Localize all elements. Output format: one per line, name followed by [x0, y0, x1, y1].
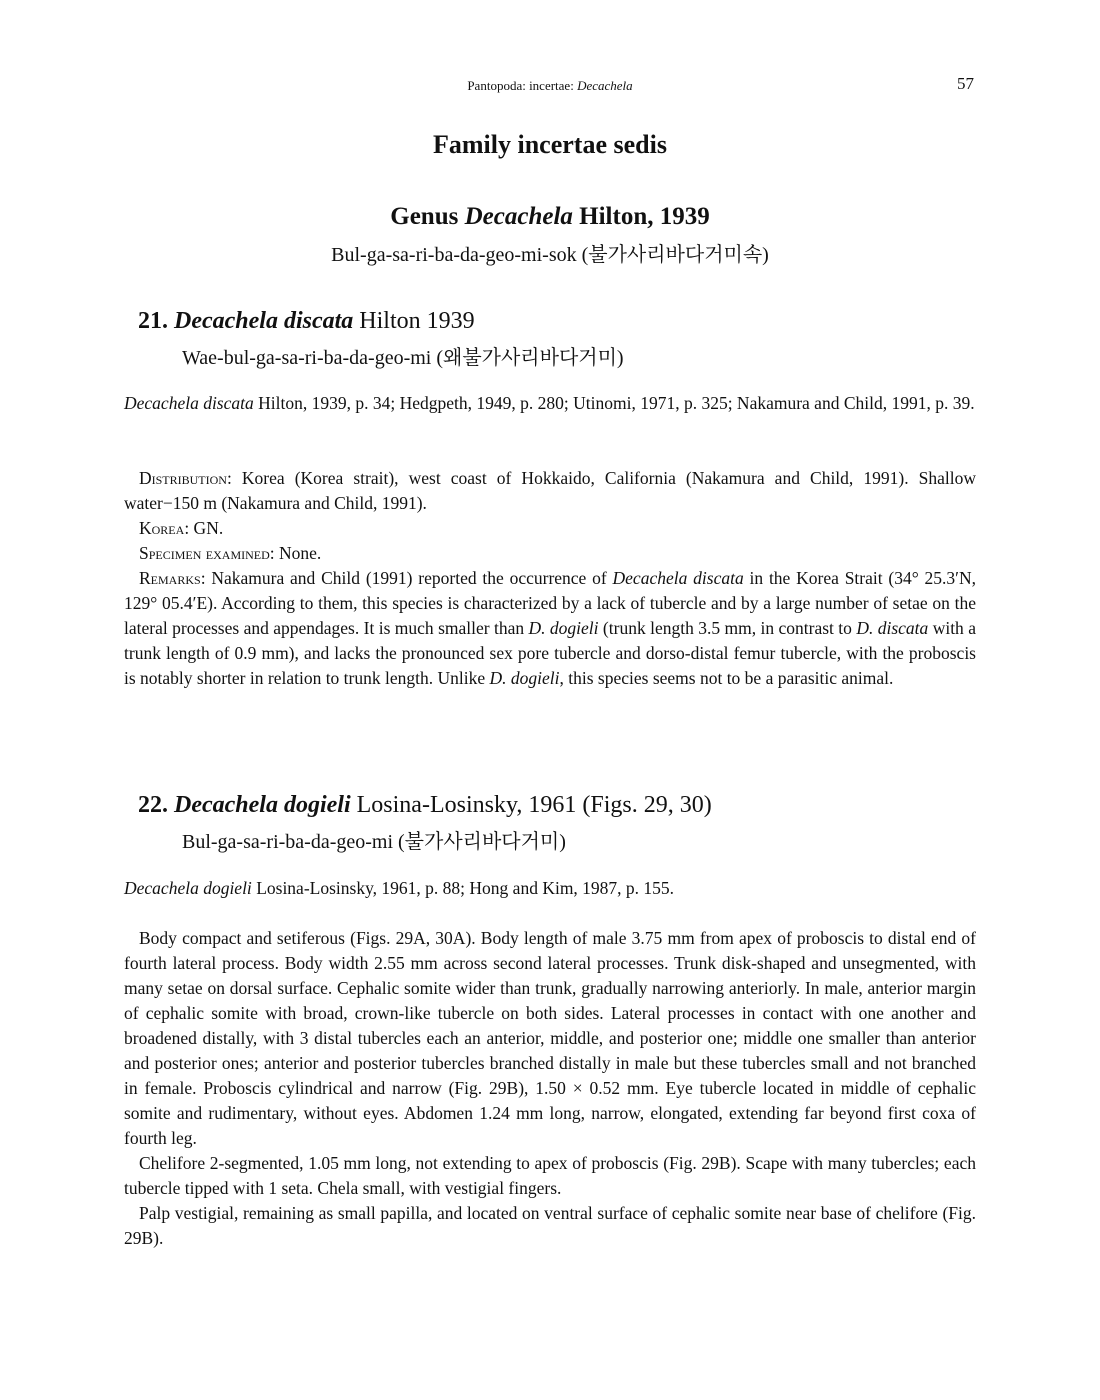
remarks-label: Remarks	[139, 568, 201, 588]
specimen-paragraph	[124, 541, 976, 566]
remarks-text-6: D. discata	[856, 618, 929, 638]
korea-paragraph	[124, 516, 976, 541]
species-21-synonymy	[124, 391, 991, 416]
remarks-text-4: D. dogieli	[528, 618, 599, 638]
remarks-text-5: (trunk length 3.5 mm, in contrast to	[598, 618, 857, 638]
remarks-text-7: with a trunk length of 0.9 mm), and lacks the pronounced sex pore tubercle and dorso-distal femur tubercle, with the proboscis is notably shorter in relation to trunk length. Unlike	[124, 618, 976, 688]
remarks-text-1: : Nakamura and Child (1991) reported the occurrence of	[200, 568, 613, 588]
species-22-author: Losina-Losinsky, 1961 (Figs. 29, 30)	[350, 792, 712, 818]
genus-name: Decachela	[464, 203, 573, 230]
species-22-heading	[138, 792, 712, 819]
species-21-author: Hilton 1939	[353, 308, 475, 334]
species-21-name: Decachela discata	[174, 308, 354, 334]
running-head	[0, 78, 1100, 94]
running-head-genus: Decachela	[577, 78, 633, 93]
species-22-synonymy	[124, 876, 991, 901]
synonymy-name: Decachela discata	[124, 393, 254, 413]
running-head-prefix: Pantopoda: incertae:	[467, 78, 578, 93]
synonymy-text: Hilton, 1939, p. 34; Hedgpeth, 1949, p. 280; Utinomi, 1971, p. 325; Nakamura and Child, 1991, p. 39.	[253, 393, 975, 413]
remarks-text-3: in the Korea Strait (34° 25.3′N, 129° 05.4′E). According to them, this species is characterized by a lack of tubercle and by a large number of setae on the lateral processes and appendages. It is much smaller than	[124, 568, 977, 638]
page-number: 57	[957, 74, 974, 93]
distribution-paragraph	[124, 466, 976, 516]
species-21-number: 21.	[138, 308, 168, 334]
species-22-description	[124, 926, 976, 1251]
description-paragraph: Palp vestigial, remaining as small papilla, and located on ventral surface of cephalic somite near base of chelifore (Fig. 29B).	[124, 1203, 976, 1248]
genus-author: Hilton, 1939	[572, 203, 710, 230]
description-paragraph: Chelifore 2-segmented, 1.05 mm long, not extending to apex of proboscis (Fig. 29B). Scape with many tubercles; each tubercle tipped with 1 seta. Chela small, with vestigial fingers.	[124, 1153, 976, 1198]
description-paragraph: Body compact and setiferous (Figs. 29A, 30A). Body length of male 3.75 mm from apex of proboscis to distal end of fourth lateral process. Body width 2.55 mm across second lateral processes. Trunk disk-shaped and unsegmented, with many setae on dorsal surface. Cephalic somite wider than trunk, gradually narrowing anteriorly. In male, anterior margin of cephalic somite with broad, crown-like tubercle on both sides. Lateral processes in contact with one another and broadened distally, with 3 distal tubercles each an anterior, middle, and posterior one; middle one smaller than anterior and posterior ones; anterior and posterior tubercles branched distally in male but these tubercles small and not branched in female. Proboscis cylindrical and narrow (Fig. 29B), 1.50 × 0.52 mm. Eye tubercle located in middle of cephalic somite and rudimentary, without eyes. Abdomen 1.24 mm long, narrow, elongated, extending far beyond first coxa of fourth leg.	[124, 928, 976, 1148]
korea-text: : GN.	[184, 518, 224, 538]
remarks-text-9: , this species seems not to be a parasitic animal.	[559, 668, 894, 688]
synonymy-text: Losina-Losinsky, 1961, p. 88; Hong and Kim, 1987, p. 155.	[251, 878, 675, 898]
species-22-name: Decachela dogieli	[174, 792, 351, 818]
genus-title	[0, 203, 1100, 231]
remarks-paragraph	[124, 566, 976, 691]
remarks-text-2: Decachela discata	[612, 568, 744, 588]
species-22-common-name: Bul-ga-sa-ri-ba-da-geo-mi (불가사리바다거미)	[182, 831, 566, 853]
distribution-text: : Korea (Korea strait), west coast of Hokkaido, California (Nakamura and Child, 1991). Shallow water−150 m (Nakamura and Child, 1991).	[124, 468, 976, 513]
genus-common-name: Bul-ga-sa-ri-ba-da-geo-mi-sok (불가사리바다거미속)	[331, 244, 769, 266]
species-21-heading	[138, 308, 475, 335]
specimen-label: Specimen examined	[139, 543, 270, 563]
remarks-text-8: D. dogieli	[489, 668, 560, 688]
genus-prefix: Genus	[390, 203, 465, 230]
family-title: Family incertae sedis	[433, 130, 667, 159]
synonymy-name: Decachela dogieli	[124, 878, 252, 898]
specimen-text: : None.	[269, 543, 322, 563]
species-22-number: 22.	[138, 792, 168, 818]
korea-label: Korea	[139, 518, 185, 538]
distribution-label: Distribution	[139, 468, 227, 488]
species-21-accounts	[124, 466, 976, 691]
species-21-common-name: Wae-bul-ga-sa-ri-ba-da-geo-mi (왜불가사리바다거미)	[182, 347, 624, 369]
